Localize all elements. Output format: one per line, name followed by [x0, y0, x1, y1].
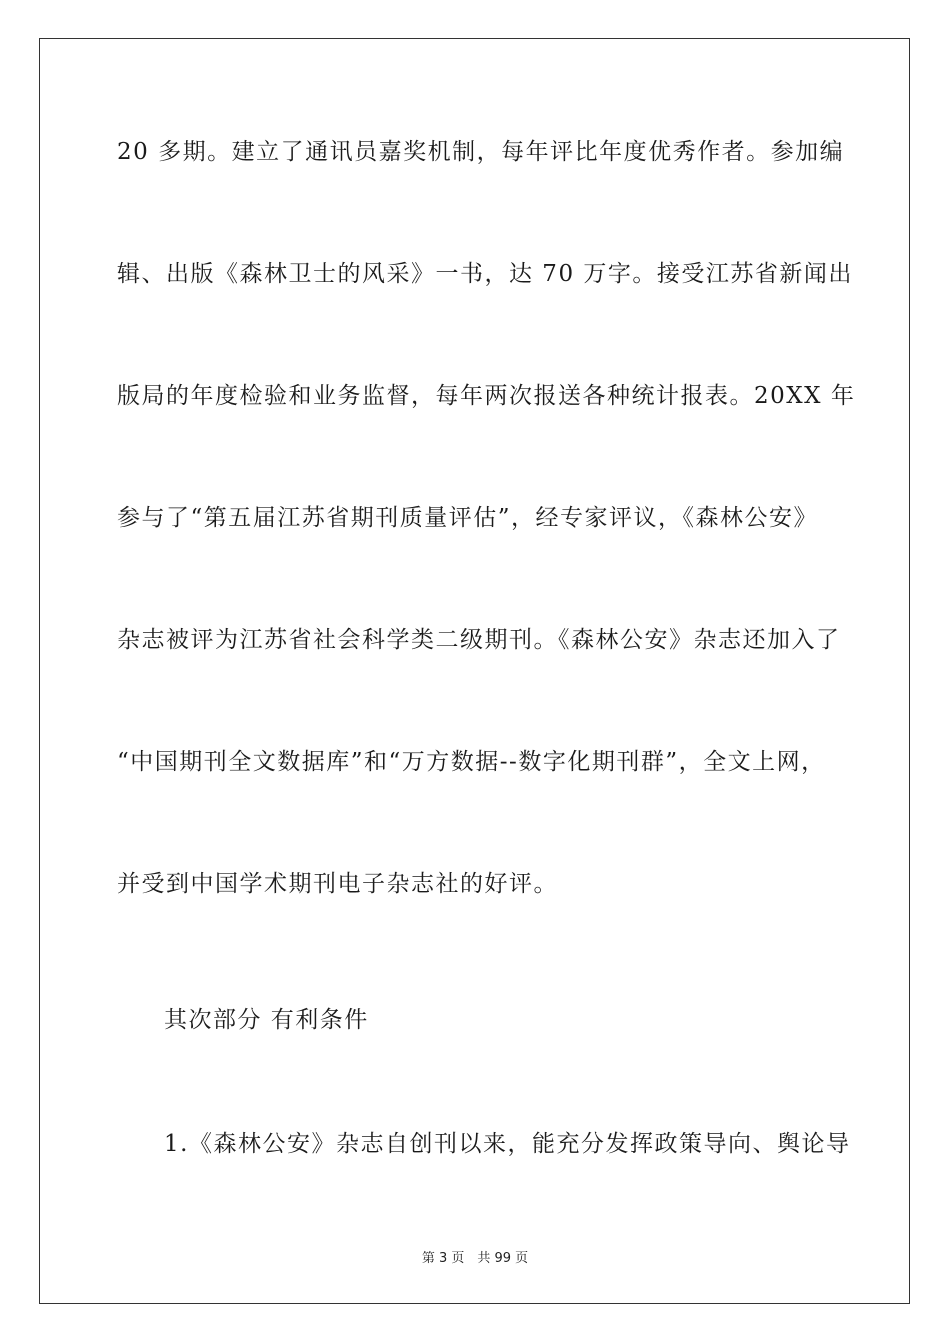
- section-heading: 其次部分 有利条件: [164, 1007, 369, 1033]
- body-line-6: “中国期刊全文数据库”和“万方数据--数字化期刊群”，全文上网，: [117, 749, 826, 775]
- list-item-1: 1.《森林公安》杂志自创刊以来，能充分发挥政策导向、舆论导: [164, 1131, 851, 1157]
- body-line-2: 辑、出版《森林卫士的风采》一书，达 70 万字。接受江苏省新闻出: [117, 261, 853, 287]
- page-number-footer: 第 3 页 共 99 页: [421, 1251, 529, 1266]
- body-line-1: 20 多期。建立了通讯员嘉奖机制，每年评比年度优秀作者。参加编: [117, 139, 845, 165]
- body-line-5: 杂志被评为江苏省社会科学类二级期刊。《森林公安》杂志还加入了: [117, 627, 841, 653]
- body-line-7: 并受到中国学术期刊电子杂志社的好评。: [117, 871, 558, 897]
- page-border: [39, 38, 910, 1304]
- body-line-4: 参与了“第五届江苏省期刊质量评估”，经专家评议，《森林公安》: [117, 505, 819, 531]
- body-line-3: 版局的年度检验和业务监督，每年两次报送各种统计报表。20XX 年: [117, 383, 856, 409]
